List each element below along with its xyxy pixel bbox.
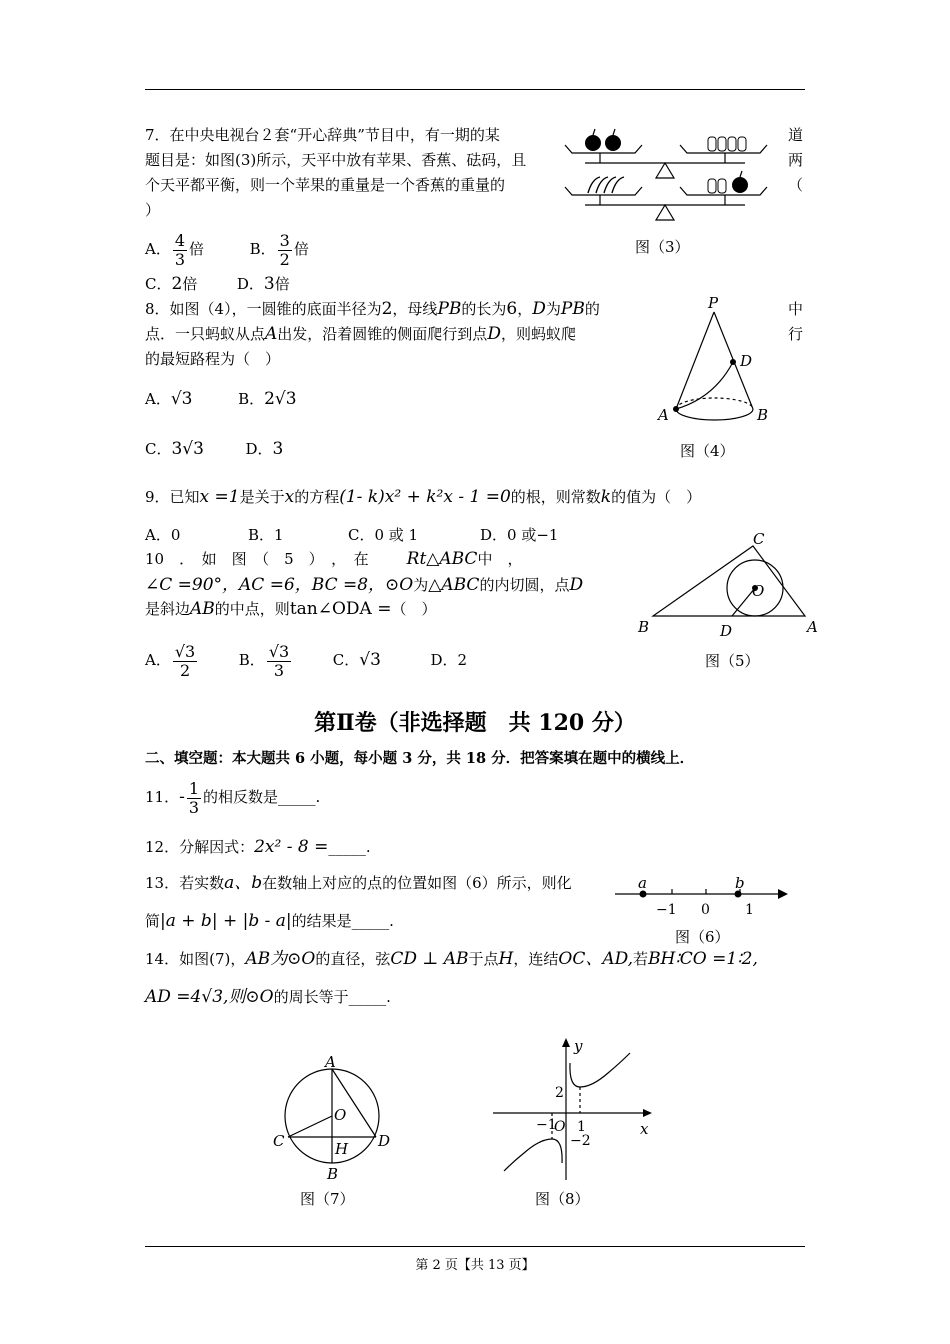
- q10-line1: 10 ． 如 图 （ 5 ） ， 在 Rt△ABC中 ，: [145, 549, 523, 569]
- figure-3-caption: 图（3）: [635, 238, 690, 256]
- figure-4-caption: 图（4）: [680, 442, 735, 460]
- q7-margin1: 道: [788, 126, 804, 144]
- q12: 12．分解因式：2x² - 8 =_____.: [145, 837, 371, 857]
- label-O: O: [752, 582, 765, 600]
- tick-1: 1: [577, 1119, 586, 1135]
- q7-line3: 个天平都平衡，则一个苹果的重量是一个香蕉的重量的: [145, 176, 506, 194]
- label-A: A: [807, 618, 818, 636]
- label-P: P: [708, 294, 719, 312]
- bottom-rule: [145, 1246, 805, 1247]
- figure-5-triangle-incircle: [635, 528, 825, 640]
- figure-8-caption: 图（8）: [535, 1190, 590, 1208]
- q8-options-cd: C．3√3 D．3: [145, 439, 284, 459]
- figure-7-circle: [268, 1050, 398, 1185]
- q13-line1: 13．若实数a、b在数轴上对应的点的位置如图（6）所示，则化: [145, 873, 572, 893]
- q14-line1: 14．如图(7)，AB为⊙O的直径，弦CD ⊥ AB于点H，连结OC、AD,若BH∶CO =1∶2,: [145, 949, 758, 969]
- label-D: D: [378, 1132, 391, 1150]
- q8-margin1: 中: [788, 300, 804, 318]
- q8-options-ab: A．√3 B．2√3: [145, 389, 297, 409]
- label-y: y: [574, 1037, 583, 1055]
- q9-optD: D．0 或−1: [480, 526, 559, 544]
- q7-margin2: 两: [788, 151, 804, 169]
- q9-optB: B．1: [248, 526, 284, 544]
- figure-5-caption: 图（5）: [705, 652, 760, 670]
- q10-line3: 是斜边AB的中点，则tan∠ODA =（ ）: [145, 599, 437, 619]
- figure-7-caption: 图（7）: [300, 1190, 355, 1208]
- label-D: D: [720, 622, 733, 640]
- label-H: H: [335, 1140, 349, 1158]
- label-C: C: [273, 1132, 285, 1150]
- figure-4-cone: [650, 292, 780, 432]
- figure-6-number-line: [610, 874, 790, 922]
- tick-0: 0: [701, 902, 710, 918]
- section-2-title: 第Ⅱ卷（非选择题 共 120 分）: [314, 710, 636, 736]
- q7-line4: ）: [145, 201, 161, 219]
- q13-line2: 简|a + b| + |b - a|的结果是_____.: [145, 911, 394, 931]
- tick-neg2: −2: [570, 1133, 591, 1149]
- figure-8-graph: [488, 1035, 658, 1185]
- label-C: C: [753, 530, 765, 548]
- label-D: D: [740, 352, 753, 370]
- section-2-instruction: 二、填空题：本大题共 6 小题，每小题 3 分，共 18 分．把答案填在题中的横线上．: [145, 750, 695, 767]
- tick-neg1: −1: [656, 902, 677, 918]
- q10-line2: ∠C =90°，AC =6，BC =8，⊙O为△ABC的内切圆，点D: [145, 575, 584, 595]
- q7-margin3: （: [788, 176, 804, 194]
- q11: 11．- $\frac{1}{3}$ 的相反数是_____.: [145, 778, 321, 817]
- label-A: A: [658, 406, 669, 424]
- q14-line2: AD =4√3,则⊙O的周长等于_____.: [145, 987, 391, 1007]
- top-rule: [145, 89, 805, 90]
- figure-3-balance-scales: [560, 125, 780, 225]
- q7-line2: 题目是：如图(3)所示，天平中放有苹果、香蕉、砝码，且: [145, 151, 527, 169]
- page-footer: 第 2 页【共 13 页】: [415, 1258, 535, 1273]
- apple-icon: [585, 129, 621, 151]
- figure-6-caption: 图（6）: [675, 928, 730, 946]
- label-A: A: [325, 1053, 336, 1071]
- q9-optC: C．0 或 1: [348, 526, 419, 544]
- q8-line3: 的最短路程为（ ）: [145, 350, 281, 368]
- q7-line1: 7．在中央电视台２套“开心辞典”节目中，有一期的某: [145, 126, 500, 144]
- q7-options-ab: A． $\frac{4}{3}$ 倍 B． $\frac{3}{2}$ 倍: [145, 230, 309, 269]
- label-a: a: [638, 874, 647, 892]
- label-b: b: [735, 874, 745, 892]
- label-O: O: [554, 1119, 566, 1135]
- tick-1: 1: [745, 902, 754, 918]
- q7-options-cd: C．2倍 D．3倍: [145, 274, 290, 294]
- label-B: B: [638, 618, 650, 636]
- q8-line1: 8．如图（4），一圆锥的底面半径为2，母线PB的长为6，D为PB的: [145, 299, 600, 319]
- q9-text: 9．已知x =1是关于x的方程(1- k)x² + k²x - 1 =0的根，则常数k的值为（ ）: [145, 487, 702, 507]
- label-O: O: [334, 1106, 347, 1124]
- tick-neg1: −1: [536, 1117, 557, 1133]
- weight-icon: [708, 137, 746, 151]
- q9-optA: A．0: [145, 526, 181, 544]
- label-B: B: [757, 406, 769, 424]
- q8-margin2: 行: [788, 325, 804, 343]
- banana-icon: [588, 177, 624, 193]
- label-B: B: [327, 1165, 339, 1183]
- weight-apple-icon: [708, 171, 748, 193]
- q8-line2: 点．一只蚂蚁从点A出发，沿着圆锥的侧面爬行到点D，则蚂蚁爬: [145, 324, 576, 344]
- q10-options: A． $\frac{√3}{2}$ B． $\frac{√3}{3}$ C．√3 D．2: [145, 641, 468, 680]
- tick-2: 2: [555, 1085, 564, 1101]
- label-x: x: [640, 1120, 649, 1138]
